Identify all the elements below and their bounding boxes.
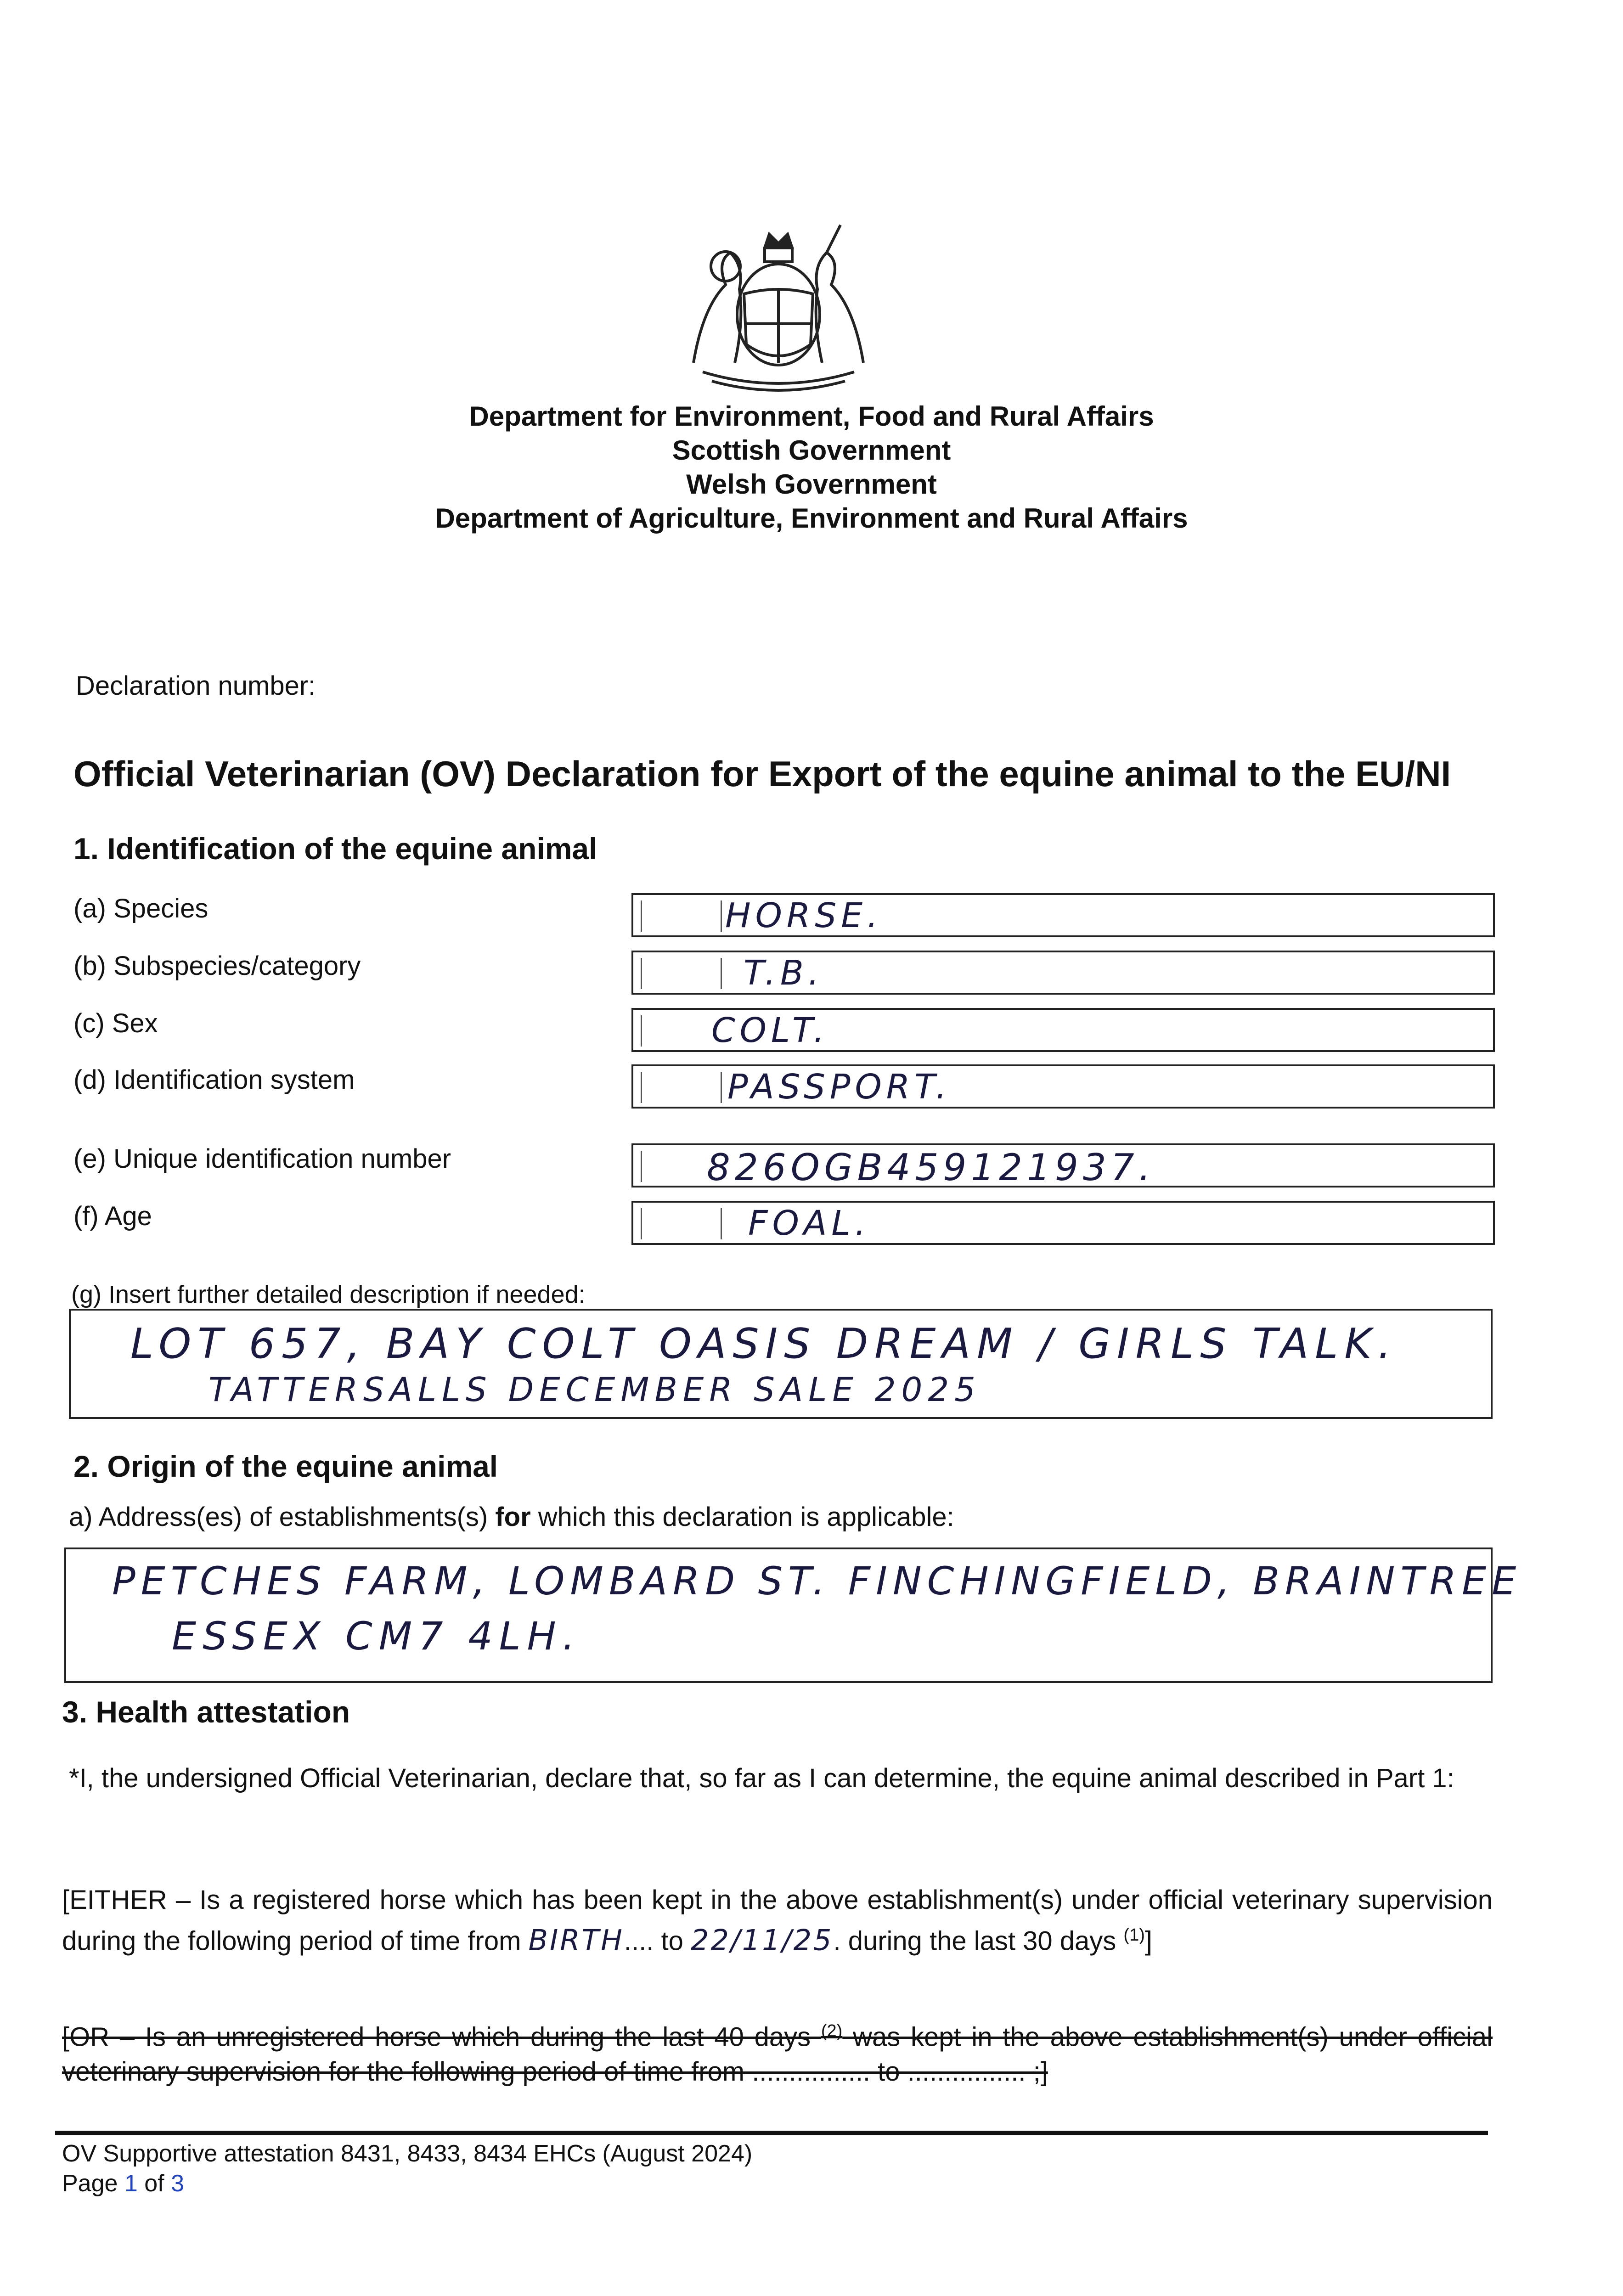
section-2-heading: 2. Origin of the equine animal [73, 1449, 498, 1483]
age-value: FOAL. [748, 1204, 871, 1243]
species-label: (a) Species [73, 894, 209, 923]
identification-system-label: (d) Identification system [73, 1065, 355, 1095]
or-clause-struck: [OR – Is an unregistered horse which during the last 40 days $^{(2)}$ was kept in the above establishment(s) under official veterinary supervision for the following period of time from ................ to ................ ;] [62, 2021, 1493, 2087]
either-from-value: BIRTH [528, 1923, 624, 1957]
identification-system-field[interactable] [631, 1064, 1495, 1109]
declaration-number-label: Declaration number: [76, 671, 316, 701]
sex-field[interactable] [631, 1008, 1495, 1052]
address-box[interactable] [64, 1548, 1522, 1683]
species-field[interactable] [631, 893, 1495, 937]
description-line-2: TATTERSALLS DECEMBER SALE 2025 [209, 1370, 981, 1409]
address-line-1: PETCHES FARM, LOMBARD ST. FINCHINGFIELD, BRAINTREE [112, 1559, 1522, 1604]
subspecies-field[interactable] [631, 951, 1495, 995]
either-to-value: 22/11/25 [691, 1923, 834, 1957]
footer-divider [55, 2131, 1488, 2135]
section-3-heading: 3. Health attestation [62, 1695, 350, 1729]
address-label: a) Address(es) of establishments(s) for which this declaration is applicable: [69, 1502, 954, 1532]
identification-system-value: PASSPORT. [727, 1067, 952, 1107]
subspecies-label: (b) Subspecies/category [73, 951, 361, 981]
description-line-1: LOT 657, BAY COLT OASIS DREAM / GIRLS TALK. [130, 1320, 1398, 1368]
age-field[interactable] [631, 1201, 1495, 1245]
department-name-scotland: Scottish Government [672, 435, 951, 466]
section-1-heading: 1. Identification of the equine animal [73, 832, 597, 866]
document-title: Official Veterinarian (OV) Declaration for Export of the equine animal to the EU/NI [73, 754, 1451, 794]
page-number: Page 1 of 3 [62, 2170, 184, 2197]
age-label: (f) Age [73, 1201, 152, 1231]
description-box[interactable] [69, 1309, 1493, 1419]
subspecies-value: T.B. [744, 953, 824, 993]
footer-attestation-ref: OV Supportive attestation 8431, 8433, 8434 EHCs (August 2024) [62, 2140, 753, 2167]
unique-id-label: (e) Unique identification number [73, 1144, 451, 1174]
species-value: HORSE. [725, 896, 883, 935]
sex-label: (c) Sex [73, 1008, 158, 1038]
department-name-wales: Welsh Government [686, 469, 937, 500]
attestation-intro: *I, the undersigned Official Veterinarian, declare that, so far as I can determine, the equine animal described in Part 1: [69, 1763, 1454, 1793]
department-name-daera: Department of Agriculture, Environment and Rural Affairs [435, 503, 1188, 534]
description-label: (g) Insert further detailed description if needed: [71, 1281, 586, 1308]
address-line-2: ESSEX CM7 4LH. [172, 1614, 581, 1659]
sex-value: COLT. [711, 1011, 829, 1050]
unique-id-field[interactable] [631, 1143, 1495, 1187]
royal-coat-of-arms-icon [675, 216, 882, 400]
unique-id-value: 826OGB459121937. [707, 1146, 1155, 1189]
department-name-defra: Department for Environment, Food and Rural Affairs [469, 401, 1154, 432]
either-clause: [EITHER – Is a registered horse which has been kept in the above establishment(s) under official veterinary supervision during the following period of time from BIRTH.... to 22/11/25. during the last 30 days $^{(1)}$] [62, 1885, 1493, 1957]
